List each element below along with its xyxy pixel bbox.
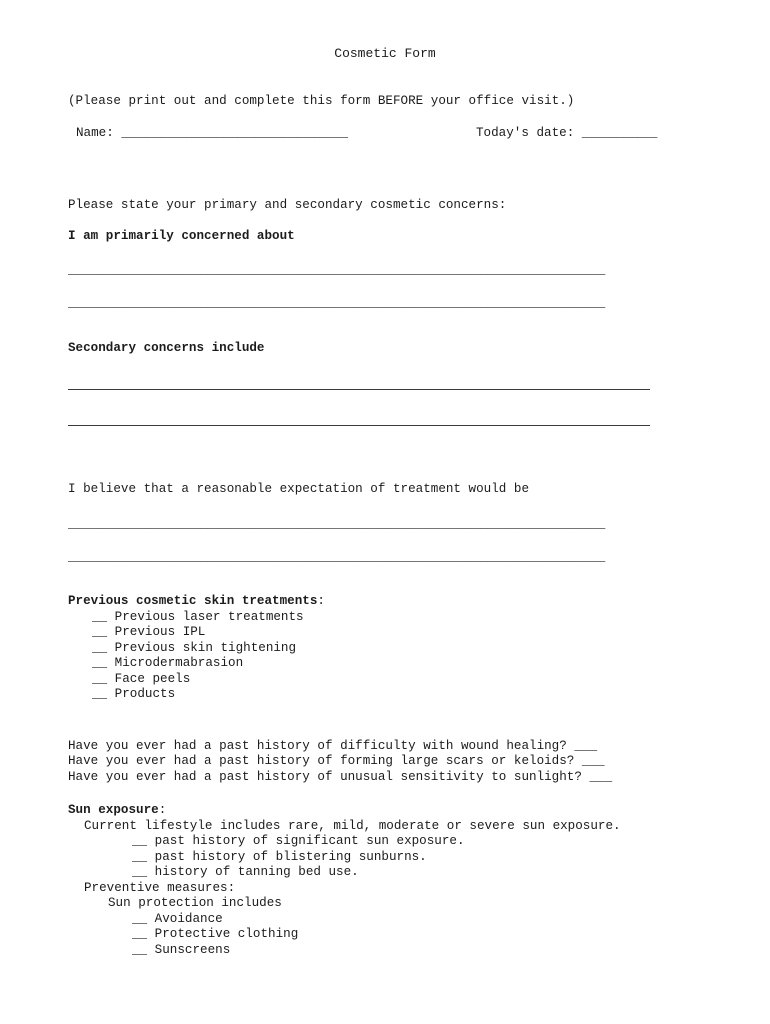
history-question-wound-healing[interactable]: Have you ever had a past history of difficulty with wound healing? ___: [68, 739, 598, 753]
treatment-item-ipl[interactable]: __ Previous IPL: [92, 625, 206, 639]
secondary-concern-heading: Secondary concerns include: [68, 341, 265, 355]
instructions-text: (Please print out and complete this form BEFORE your office visit.): [68, 94, 575, 108]
history-question-sunlight[interactable]: Have you ever had a past history of unusual sensitivity to sunlight? ___: [68, 770, 613, 784]
protection-item-clothing[interactable]: __ Protective clothing: [132, 927, 299, 941]
previous-treatments-heading: [68, 593, 325, 609]
concerns-prompt: Please state your primary and secondary cosmetic concerns:: [68, 198, 507, 212]
secondary-concern-line-1[interactable]: [68, 389, 650, 390]
sun-exposure-heading-text: Sun exposure: [68, 803, 159, 817]
protection-item-avoidance[interactable]: __ Avoidance: [132, 912, 223, 926]
sun-exposure-heading: [68, 802, 166, 818]
expectation-prompt: I believe that a reasonable expectation of treatment would be: [68, 482, 530, 496]
preventive-measures-label: Preventive measures:: [84, 881, 236, 895]
primary-concern-heading: I am primarily concerned about: [68, 229, 295, 243]
previous-treatments-heading-colon: :: [317, 594, 325, 608]
sun-item-tanning-bed[interactable]: __ history of tanning bed use.: [132, 865, 359, 879]
protection-item-sunscreens[interactable]: __ Sunscreens: [132, 943, 231, 957]
history-question-scars[interactable]: Have you ever had a past history of forming large scars or keloids? ___: [68, 754, 605, 768]
treatment-item-microdermabrasion[interactable]: __ Microdermabrasion: [92, 656, 244, 670]
secondary-concern-line-2[interactable]: [68, 425, 650, 426]
sun-item-blistering-sunburns[interactable]: __ past history of blistering sunburns.: [132, 850, 427, 864]
treatment-item-face-peels[interactable]: __ Face peels: [92, 672, 191, 686]
sun-protection-label: Sun protection includes: [108, 896, 282, 910]
name-field[interactable]: Name: ______________________________: [76, 126, 349, 140]
sun-lifestyle-text: Current lifestyle includes rare, mild, moderate or severe sun exposure.: [84, 819, 621, 833]
expectation-line-2[interactable]: _________________________________________________________________________: [68, 550, 606, 564]
primary-concern-line-2[interactable]: _________________________________________________________________________: [68, 296, 606, 310]
sun-exposure-heading-colon: :: [158, 803, 167, 817]
treatment-item-products[interactable]: __ Products: [92, 687, 176, 701]
page-title: Cosmetic Form: [334, 46, 436, 61]
previous-treatments-heading-text: Previous cosmetic skin treatments: [68, 594, 318, 608]
primary-concern-line-1[interactable]: _________________________________________________________________________: [68, 263, 606, 277]
date-field[interactable]: Today's date: __________: [476, 126, 658, 140]
expectation-line-1[interactable]: _________________________________________________________________________: [68, 517, 606, 531]
treatment-item-skin-tightening[interactable]: __ Previous skin tightening: [92, 641, 297, 655]
treatment-item-laser[interactable]: __ Previous laser treatments: [92, 610, 304, 624]
sun-item-significant-exposure[interactable]: __ past history of significant sun exposure.: [132, 834, 465, 848]
